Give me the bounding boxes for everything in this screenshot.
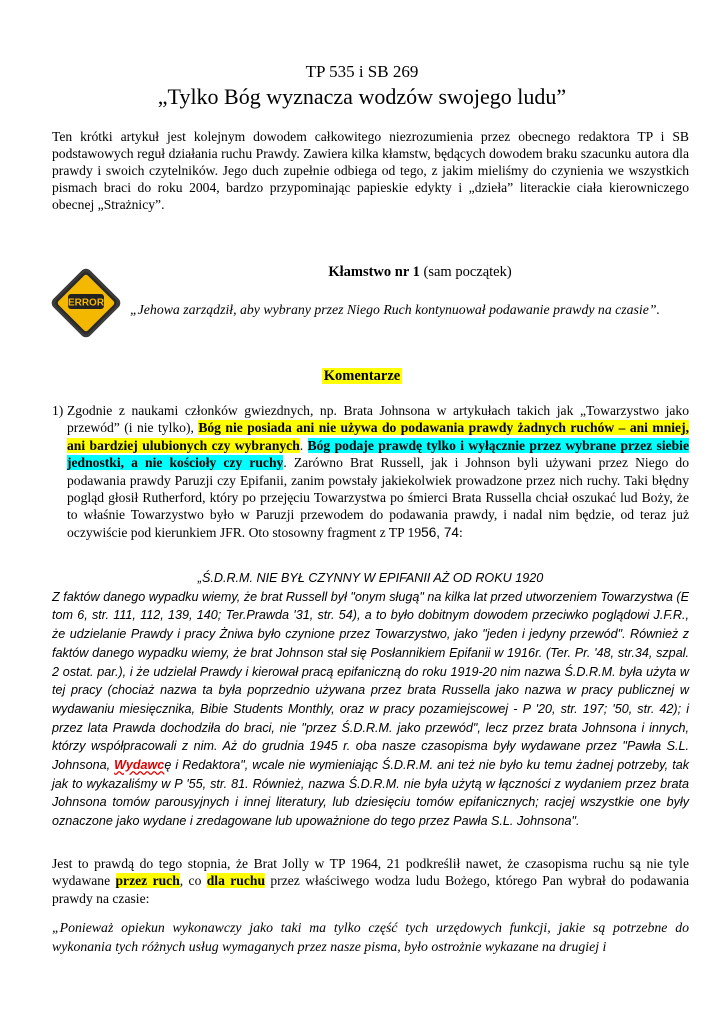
document-reference: TP 535 i SB 269 bbox=[305, 62, 419, 81]
comments-heading bbox=[0, 368, 724, 385]
paragraph-text: Jest to prawdą do tego stopnia, że Brat Jolly w TP 1964, 21 podkreślił nawet, że czasopisma ruchu są nie tyle wydawane bbox=[52, 856, 689, 889]
section-quote: „Jehowa zarządził, aby wybrany przez Niego Ruch kontynuował podawanie prawdy na czasie”. bbox=[130, 302, 661, 317]
error-sign-label: ERROR bbox=[67, 297, 105, 309]
excerpt-red-word: Wydawc bbox=[114, 758, 165, 773]
excerpt-body-cont: ę i Redaktora", wcale nie wymieniając Ś.D.R.M. ani też nie było ku temu żadnej potrzeby, tak jak to wykazaliśmy w P '55, str. 81. Również, nazwa Ś.D.R.M. nie była użytą w łączności z wydaniem przez brata Johnsona tomów parousyjnych i innej literatury, lub dziesięciu tomów epifanicznych; racjej wszystkie one były oznaczone jako wydane i zredagowane lub upoważnione do tego przez Pawła S.L. Johnsona". bbox=[52, 758, 689, 829]
error-sign-icon bbox=[46, 263, 126, 343]
list-text-part: . Zarówno Brat Russell, jak i Johnson byli używani przez Niego do podawania prawdy Paruzji czy Epifanii, zanim powstały jakiekolwiek prowadzone przez nich ruchy. Taki błędny pogląd głosił Rutherford, który po przejęciu Towarzystwa po śmierci Brata Russella chciał oszukać lud Boży, że to właśnie Towarzystwo było w Paruzji przewodem do podawania prawdy, i nadal nim będzie, od teraz już oczywiście pod kierunkiem JFR. Oto stosowny fragment z TP 19 bbox=[67, 455, 689, 540]
highlight-yellow: przez ruch bbox=[115, 873, 180, 889]
list-text-reference: 56, 74 bbox=[421, 524, 459, 540]
section-heading-rest: (sam początek) bbox=[419, 264, 512, 280]
intro-paragraph: Ten krótki artykuł jest kolejnym dowodem całkowitego niezrozumienia przez obecnego redaktora TP i SB podstawowych reguł działania ruchu Prawdy. Zawiera kilka kłamstw, będących dowodem braku szacunku autora dla prawdy i swoich czytelników. Jego duch zupełnie odbiega od tego, z jakim mieliśmy do czynienia we wszystkich pismach braci do roku 2004, bardzo przypominając papieskie edykty i „dzieła” literackie ciała kierowniczego obecnej „Strażnicy”. bbox=[52, 129, 689, 212]
excerpt-title: „Ś.D.R.M. NIE BYŁ CZYNNY W EPIFANII AŻ OD ROKU 1920 bbox=[197, 571, 544, 585]
list-item bbox=[52, 402, 689, 541]
section-heading bbox=[170, 264, 670, 281]
highlight-yellow: dla ruchu bbox=[206, 873, 266, 889]
highlight-yellow: Bóg nie posiada ani nie używa do podawania prawdy żadnych ruchów – ani mniej, ani bardziej ulubionych czy wybranych bbox=[67, 420, 689, 453]
highlight-cyan: Bóg podaje prawdę tylko i wyłącznie przez wybrane przez siebie jednostki, a nie kościoły czy ruchy bbox=[67, 437, 689, 471]
quoted-excerpt bbox=[52, 569, 689, 831]
comments-heading-label: Komentarze bbox=[323, 368, 401, 384]
closing-quote: „Ponieważ opiekun wykonawczy jako taki ma tylko część tych urzędowych funkcji, jakie są potrzebne do wykonania tych różnych usług wymaganych przez nasze pisma, było ostrożnie wykazane na drugiej i bbox=[52, 920, 689, 954]
list-item-number: 1) bbox=[52, 403, 64, 418]
list-text-part: : bbox=[458, 524, 463, 540]
excerpt-body: Z faktów danego wypadku wiemy, że brat Russell był "onym sługą" na kilka lat przed utworzeniem Towarzystwa (E tom 6, str. 111, 112, 139, 140; Ter.Prawda '31, str. 54), a to było dobitnym dowodem przeciwko poglądowi J.F.R., że udzielanie Prawdy i pracy Żniwa było czynione przez Towarzystwo, jako "jeden i jedyny przewód". Również z faktów danego wypadku wiemy, że brat Johnson stał się Posłannikiem Epifanii w 1916r. (Ter. Pr. '48, str.34, szpal. 2 ostat. par.), i że udzielał Prawdy i kierował pracą epifaniczną do roku 1919-20 nim nazwa Ś.D.R.M. była użyta w tej pracy (chociaż nazwa ta była poprzednio używana przez brata Russella jako nazwa w pracy publicznej w wydawaniu miesięcznika, Bibie Students Monthly, oraz w pracy pozamiejscowej - P '20, str. 197; '50, str. 42); i przez lata Prawda dochodziła do braci, nie "przez Ś.D.R.M. jako przewód", lecz przez brata Johnsona i innych, którzy współpracowali z nim. Aż do grudnia 1945 r. oba nasze czasopisma były wydawane przez "Pawła S.L. Johnsona, bbox=[52, 589, 689, 773]
list-item-text bbox=[67, 402, 689, 541]
document-title: „Tylko Bóg wyznacza wodzów swojego ludu” bbox=[157, 84, 567, 109]
list-text-part: Zgodnie z naukami członków gwiezdnych, np. Brata Johnsona w artykułach takich jak „Towarzystwo jako przewód” (i nie tylko), bbox=[67, 403, 689, 436]
list-text-part: . bbox=[299, 437, 308, 453]
body-paragraph bbox=[52, 855, 689, 907]
section-heading-bold: Kłamstwo nr 1 bbox=[328, 264, 420, 280]
paragraph-text: przez właściwego wodza ludu Bożego, którego Pan wybrał do podawania prawdy na czasie: bbox=[52, 873, 690, 906]
paragraph-text: , co bbox=[179, 873, 207, 889]
